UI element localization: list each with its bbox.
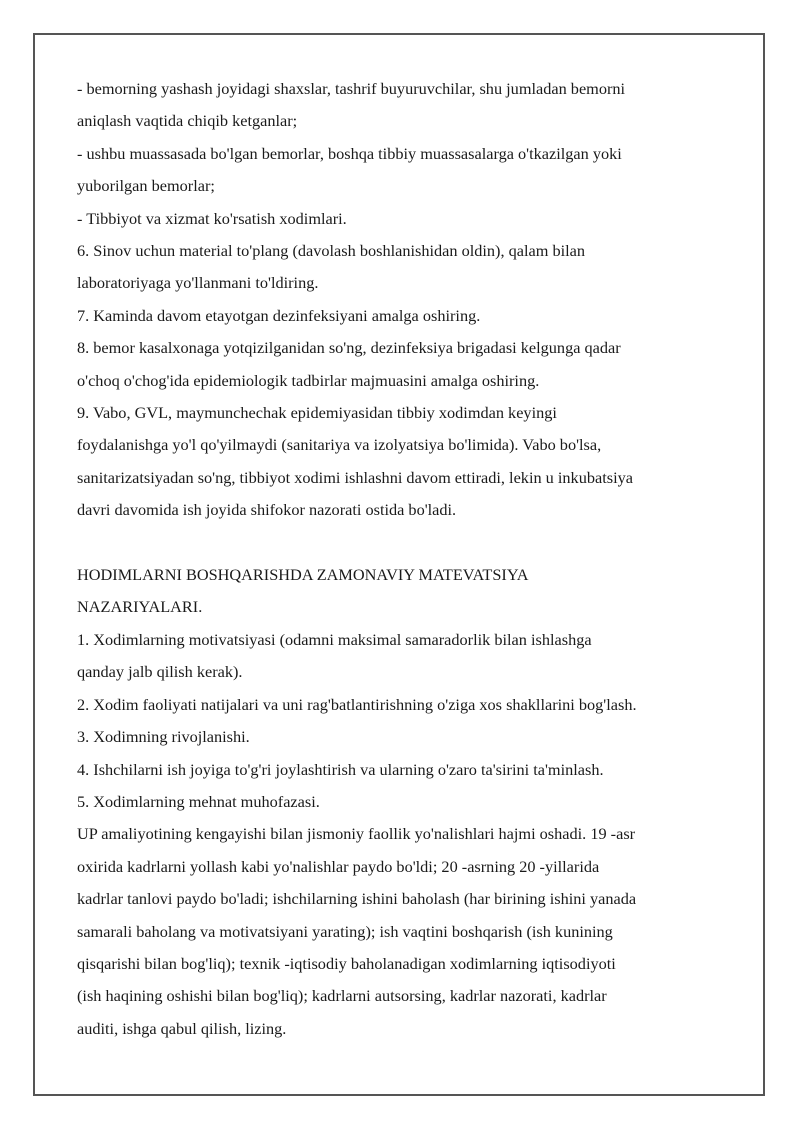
text-line: 6. Sinov uchun material to'plang (davolash boshlanishidan oldin), qalam bilan (77, 241, 586, 261)
text-line: oxirida kadrlarni yollash kabi yo'nalishlar paydo bo'ldi; 20 -asrning 20 -yillarida (77, 856, 600, 876)
text-line: 5. Xodimlarning mehnat muhofazasi. (77, 791, 320, 811)
section-heading: NAZARIYALARI. (77, 597, 203, 617)
document-body (77, 73, 727, 1045)
text-line: kadrlar tanlovi paydo bo'ladi; ishchilarning ishini baholash (har birining ishini yanada (77, 889, 637, 909)
text-line: qisqarishi bilan bog'liq); texnik -iqtisodiy baholanadigan xodimlarning iqtisodiyoti (77, 953, 616, 973)
text-line: 9. Vabo, GVL, maymunchechak epidemiyasidan tibbiy xodimdan keyingi (77, 403, 557, 423)
text-line: 4. Ishchilarni ish joyiga to'g'ri joylashtirish va ularning o'zaro ta'sirini ta'minlash. (77, 759, 604, 779)
text-line: o'choq o'chog'ida epidemiologik tadbirlar majmuasini amalga oshiring. (77, 370, 540, 390)
text-line: yuborilgan bemorlar; (77, 176, 215, 196)
text-line: 8. bemor kasalxonaga yotqizilganidan so'ng, dezinfeksiya brigadasi kelgunga qadar (77, 338, 621, 358)
text-line: 7. Kaminda davom etayotgan dezinfeksiyani amalga oshiring. (77, 305, 481, 325)
text-line: (ish haqining oshishi bilan bog'liq); kadrlarni autsorsing, kadrlar nazorati, kadrlar (77, 986, 607, 1006)
text-line: laboratoriyaga yo'llanmani to'ldiring. (77, 273, 319, 293)
text-line: aniqlash vaqtida chiqib ketganlar; (77, 111, 298, 131)
text-line: 1. Xodimlarning motivatsiyasi (odamni maksimal samaradorlik bilan ishlashga (77, 629, 592, 649)
text-line: 2. Xodim faoliyati natijalari va uni rag'batlantirishning o'ziga xos shakllarini bog'lash. (77, 694, 637, 714)
text-line: - ushbu muassasada bo'lgan bemorlar, boshqa tibbiy muassasalarga o'tkazilgan yoki (77, 143, 622, 163)
text-line: samarali baholang va motivatsiyani yarating); ish vaqtini boshqarish (ish kunining (77, 921, 613, 941)
text-line: qanday jalb qilish kerak). (77, 662, 243, 682)
text-line: UP amaliyotining kengayishi bilan jismoniy faollik yo'nalishlari hajmi oshadi. 19 -asr (77, 824, 636, 844)
section-heading: HODIMLARNI BOSHQARISHDA ZAMONAVIY MATEVATSIYA (77, 565, 529, 585)
text-line: - bemorning yashash joyidagi shaxslar, tashrif buyuruvchilar, shu jumladan bemorni (77, 79, 626, 98)
text-line: 3. Xodimning rivojlanishi. (77, 727, 250, 747)
text-line: davri davomida ish joyida shifokor nazorati ostida bo'ladi. (77, 500, 457, 520)
text-line: auditi, ishga qabul qilish, lizing. (77, 1018, 287, 1038)
text-line: foydalanishga yo'l qo'yilmaydi (sanitariya va izolyatsiya bo'limida). Vabo bo'lsa, (77, 435, 602, 455)
text-line: - Tibbiyot va xizmat ko'rsatish xodimlari. (77, 208, 347, 228)
blank-line (77, 527, 727, 559)
text-line: sanitarizatsiyadan so'ng, tibbiyot xodimi ishlashni davom ettiradi, lekin u inkubatsiya (77, 467, 633, 487)
